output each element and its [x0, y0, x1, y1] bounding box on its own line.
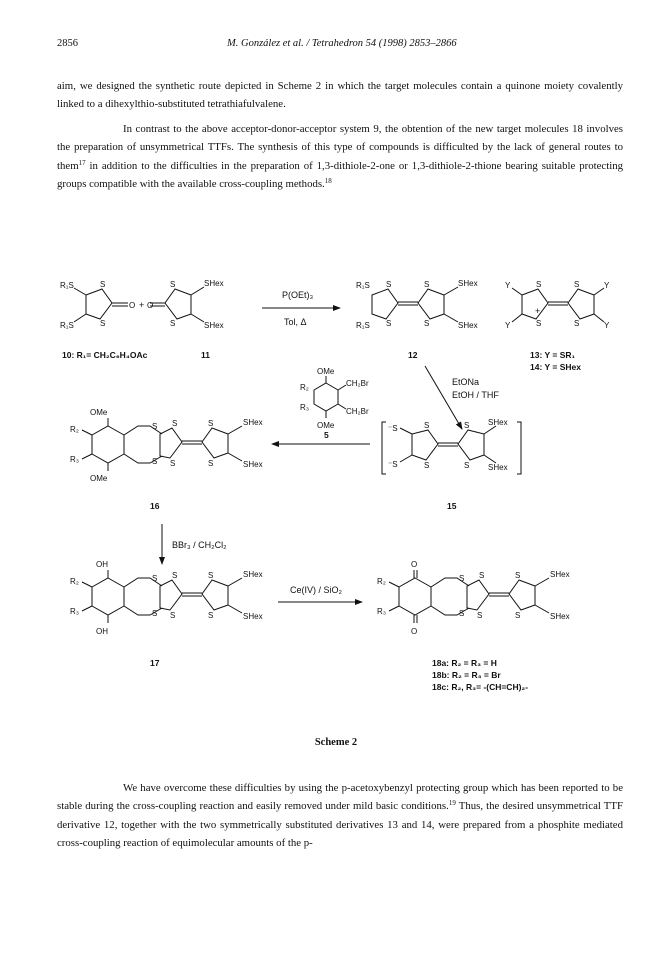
label-compound-18b: 18b: R₂ = R₃ = Br: [432, 670, 501, 680]
atom-shex: SHex: [243, 570, 263, 579]
atom-s: S: [464, 421, 470, 430]
atom-ch2br: CH₂Br: [346, 407, 369, 416]
atom-o: O: [147, 301, 154, 310]
atom-y: Y: [505, 281, 511, 290]
atom-oh: OH: [96, 560, 108, 569]
compound-11-structure: [147, 279, 224, 330]
atom-s: S: [170, 459, 176, 468]
atom-s: S: [574, 319, 580, 328]
reagent-coupling-2: Tol, Δ: [284, 317, 307, 327]
atom-s: S: [515, 571, 521, 580]
atom-s: S: [386, 280, 392, 289]
atom-r2: R₂: [70, 425, 79, 434]
plus-sign: +: [535, 306, 541, 316]
reaction-scheme: [0, 262, 672, 742]
atom-s: S: [424, 461, 430, 470]
atom-r3: R₃: [300, 403, 310, 412]
atom-s: S: [574, 280, 580, 289]
atom-ome: OMe: [317, 367, 335, 376]
atom-s: S: [152, 457, 158, 466]
compound-18-structure: [377, 560, 570, 636]
atom-s: S: [386, 319, 392, 328]
atom-r2: R₂: [70, 577, 79, 586]
label-compound-10: 10: R₁= CH₂C₆H₄OAc: [62, 350, 148, 360]
label-compound-15: 15: [447, 501, 457, 511]
atom-s: S: [170, 280, 176, 289]
atom-r2: R₂: [377, 577, 386, 586]
atom-s: S: [152, 609, 158, 618]
atom-y: Y: [604, 321, 610, 330]
paragraph-3-text: We have overcome these difficulties by using the p-acetoxybenzyl protecting group which has been reported to be stable during the cross-coupling reaction and easily removed under mild basic conditions.: [57, 782, 623, 813]
atom-ome: OMe: [90, 408, 108, 417]
atom-shex: SHex: [458, 321, 478, 330]
atom-r1s: R₁S: [356, 281, 370, 290]
atom-o: O: [411, 560, 418, 569]
atom-shex: SHex: [458, 279, 478, 288]
atom-s: S: [152, 574, 158, 583]
reagent-coupling-1: P(OEt)₃: [282, 290, 314, 300]
compound-13-14-structure: [505, 280, 610, 330]
atom-r1s-bottom: R₁S: [60, 321, 74, 330]
atom-thiolate: ⁻S: [388, 460, 398, 469]
atom-s: S: [424, 319, 430, 328]
atom-shex: SHex: [550, 612, 570, 621]
atom-r3: R₃: [70, 607, 80, 616]
atom-shex: SHex: [243, 460, 263, 469]
atom-y: Y: [505, 321, 511, 330]
atom-s: S: [464, 461, 470, 470]
page-number: 2856: [57, 38, 78, 49]
label-compound-14: 14: Y = SHex: [530, 362, 581, 372]
atom-s: S: [170, 611, 176, 620]
compound-12-structure: [356, 279, 478, 330]
paragraph-3: [57, 779, 623, 852]
atom-shex: SHex: [243, 418, 263, 427]
compound-10-structure: [60, 280, 135, 330]
atom-s: S: [477, 611, 483, 620]
atom-r3: R₃: [70, 455, 80, 464]
compound-16-structure: [70, 408, 263, 483]
label-compound-17: 17: [150, 658, 160, 668]
atom-s: S: [424, 421, 430, 430]
reference-19: 19: [448, 799, 456, 808]
paragraph-3-text-2: Thus, the desired unsymmetrical TTF derivative 12, together with the two symmetrically substituted derivatives 13 and 14, were prepared from a phosphite mediated cross-coupling reaction of equimolecular amounts of the p-: [57, 800, 623, 849]
atom-shex: SHex: [550, 570, 570, 579]
atom-r3: R₃: [377, 607, 387, 616]
compound-5-structure: [300, 367, 369, 430]
atom-ch2br: CH₂Br: [346, 379, 369, 388]
plus-sign: +: [139, 300, 145, 310]
label-compound-5: 5: [324, 430, 329, 440]
reagent-base-1: EtONa: [452, 377, 480, 387]
paragraph-2-part2: in addition to the difficulties in the preparation of 1,3-dithiole-2-one or 1,3-dithiole-2-thione bearing suitable protecting groups compatible with the available cross-coupling methods.: [57, 159, 623, 190]
running-header: M. González et al. / Tetrahedron 54 (1998) 2853–2866: [227, 38, 457, 49]
atom-s: S: [152, 422, 158, 431]
atom-s: S: [100, 319, 106, 328]
atom-s: S: [459, 609, 465, 618]
atom-oh: OH: [96, 627, 108, 636]
atom-s: S: [208, 611, 214, 620]
atom-o: O: [411, 627, 418, 636]
compound-15-structure: [382, 418, 521, 474]
atom-s: S: [536, 280, 542, 289]
atom-s: S: [479, 571, 485, 580]
atom-s: S: [100, 280, 106, 289]
atom-s: S: [536, 319, 542, 328]
atom-shex: SHex: [204, 321, 224, 330]
label-compound-18a: 18a: R₂ = R₃ = H: [432, 658, 497, 668]
label-compound-16: 16: [150, 501, 160, 511]
atom-o: O: [129, 301, 136, 310]
atom-shex: SHex: [488, 463, 508, 472]
atom-y: Y: [604, 281, 610, 290]
paragraph-1: [57, 77, 623, 114]
paragraph-2-part1: In contrast to the above acceptor-donor-acceptor system 9, the obtention of the new target molecules 18 involves the preparation of unsymmetrical TTFs. The synthesis of this type of compounds is difficulted by the lack of general routes to them: [57, 123, 623, 172]
atom-s: S: [172, 571, 178, 580]
scheme-caption: Scheme 2: [314, 737, 358, 748]
atom-ome: OMe: [90, 474, 108, 483]
atom-shex: SHex: [204, 279, 224, 288]
atom-shex: SHex: [488, 418, 508, 427]
label-compound-12: 12: [408, 350, 418, 360]
atom-r1s-top: R₁S: [60, 281, 74, 290]
label-compound-11: 11: [201, 350, 210, 360]
label-compound-18c: 18c: R₂, R₃= -(CH=CH)₂-: [432, 682, 529, 692]
label-compound-13: 13: Y = SR₁: [530, 350, 576, 360]
atom-s: S: [424, 280, 430, 289]
reagent-oxidation: Ce(IV) / SiO₂: [290, 585, 343, 595]
atom-s: S: [172, 419, 178, 428]
atom-s: S: [515, 611, 521, 620]
atom-thiolate: ⁻S: [388, 424, 398, 433]
compound-17-structure: [70, 560, 263, 636]
reference-18: 18: [324, 176, 332, 185]
atom-s: S: [459, 574, 465, 583]
reagent-demethylation: BBr₃ / CH₂Cl₂: [172, 540, 227, 550]
atom-s: S: [208, 459, 214, 468]
reference-17: 17: [78, 158, 86, 167]
atom-s: S: [208, 571, 214, 580]
atom-s: S: [208, 419, 214, 428]
paragraph-1-text: aim, we designed the synthetic route depicted in Scheme 2 in which the target molecules contain a quinone moiety covalently linked to a dihexylthio-substituted tetrathiafulvalene.: [57, 80, 623, 111]
atom-r2: R₂: [300, 383, 309, 392]
atom-ome: OMe: [317, 421, 335, 430]
atom-s: S: [170, 319, 176, 328]
paragraph-2: [57, 120, 623, 193]
reagent-base-2: EtOH / THF: [452, 390, 499, 400]
atom-shex: SHex: [243, 612, 263, 621]
atom-r1s: R₁S: [356, 321, 370, 330]
